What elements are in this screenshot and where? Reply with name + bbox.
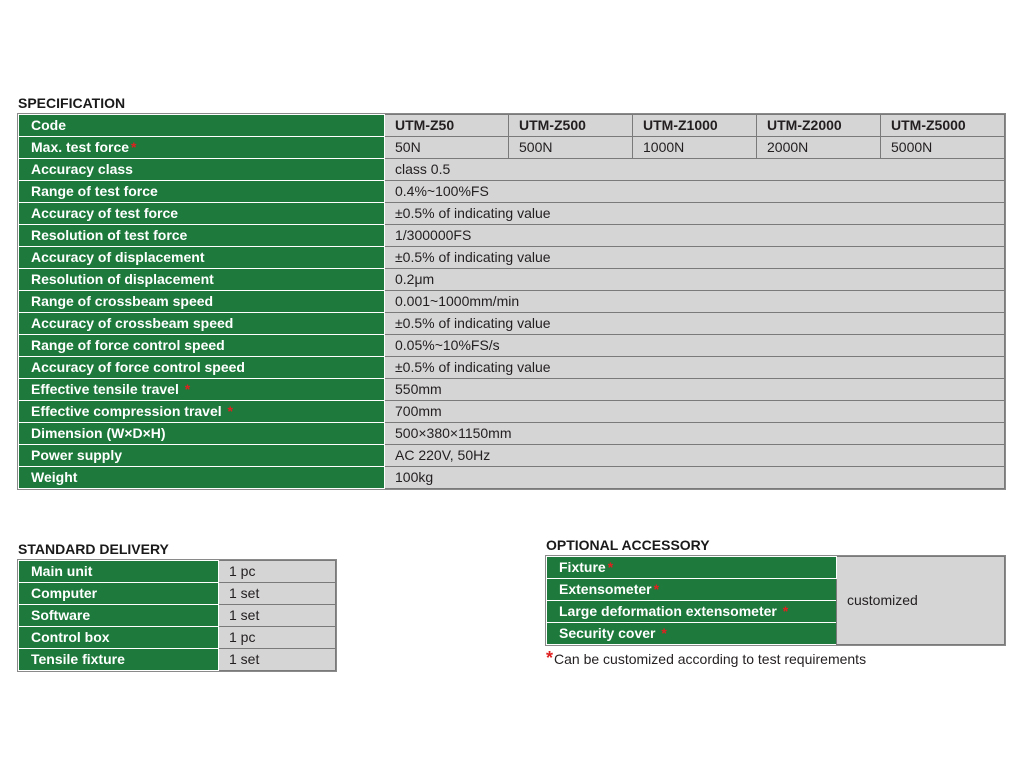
table-row [19, 335, 1005, 357]
row-label: Resolution of displacement [19, 269, 385, 291]
model-cell: UTM-Z2000 [757, 115, 881, 137]
row-label [19, 379, 385, 401]
accessory-label: Fixture [559, 559, 606, 575]
row-label: Resolution of test force [19, 225, 385, 247]
row-value: ±0.5% of indicating value [385, 313, 1005, 335]
accessory-value: customized [837, 557, 1005, 645]
row-value: 1/300000FS [385, 225, 1005, 247]
row-label: Range of test force [19, 181, 385, 203]
asterisk-icon: * [227, 403, 233, 419]
table-row [19, 137, 1005, 159]
accessory-label: Security cover [559, 625, 656, 641]
row-label: Power supply [19, 445, 385, 467]
row-label: Weight [19, 467, 385, 489]
model-cell: UTM-Z1000 [633, 115, 757, 137]
row-label: Software [19, 605, 219, 627]
row-label: Accuracy of test force [19, 203, 385, 225]
row-label [19, 401, 385, 423]
accessory-item [547, 557, 837, 579]
specification-table [18, 114, 1005, 489]
row-label-text: Max. test force [31, 139, 130, 155]
table-row [19, 357, 1005, 379]
table-row [19, 467, 1005, 489]
table-row [19, 605, 336, 627]
code-label: Code [19, 115, 385, 137]
footnote-text: Can be customized according to test requirements [554, 651, 867, 667]
table-row [19, 247, 1005, 269]
model-cell: UTM-Z5000 [881, 115, 1005, 137]
row-label: Accuracy of force control speed [19, 357, 385, 379]
table-row [19, 181, 1005, 203]
table-row [19, 313, 1005, 335]
row-label: Accuracy of crossbeam speed [19, 313, 385, 335]
row-value: ±0.5% of indicating value [385, 203, 1005, 225]
table-row [19, 649, 336, 671]
table-row [19, 445, 1005, 467]
footnote [546, 648, 866, 669]
row-value: 0.4%~100%FS [385, 181, 1005, 203]
row-label: Tensile fixture [19, 649, 219, 671]
row-value: AC 220V, 50Hz [385, 445, 1005, 467]
row-label: Accuracy class [19, 159, 385, 181]
max-force-cell: 5000N [881, 137, 1005, 159]
accessory-item [547, 579, 837, 601]
max-force-label [19, 137, 385, 159]
max-force-cell: 2000N [757, 137, 881, 159]
asterisk-icon: * [184, 381, 191, 397]
row-value: 0.001~1000mm/min [385, 291, 1005, 313]
row-value: 500×380×1150mm [385, 423, 1005, 445]
model-cell: UTM-Z50 [385, 115, 509, 137]
accessory-label: Extensometer [559, 581, 652, 597]
asterisk-icon: * [131, 139, 137, 155]
row-label-text: Effective tensile travel [31, 381, 179, 397]
table-row [19, 225, 1005, 247]
asterisk-icon: * [546, 648, 554, 668]
row-value: 0.05%~10%FS/s [385, 335, 1005, 357]
row-label: Accuracy of displacement [19, 247, 385, 269]
row-label: Range of force control speed [19, 335, 385, 357]
asterisk-icon: * [607, 559, 614, 575]
table-row [19, 583, 336, 605]
standard-delivery-title: STANDARD DELIVERY [18, 541, 169, 557]
max-force-cell: 50N [385, 137, 509, 159]
table-row [19, 561, 336, 583]
optional-accessory-title: OPTIONAL ACCESSORY [546, 537, 710, 553]
table-row [19, 159, 1005, 181]
table-row [19, 379, 1005, 401]
max-force-cell: 500N [509, 137, 633, 159]
row-value: 700mm [385, 401, 1005, 423]
row-value: 0.2μm [385, 269, 1005, 291]
accessory-item [547, 601, 837, 623]
row-label: Dimension (W×D×H) [19, 423, 385, 445]
row-value: ±0.5% of indicating value [385, 247, 1005, 269]
row-value: 1 set [219, 605, 336, 627]
row-label: Range of crossbeam speed [19, 291, 385, 313]
model-cell: UTM-Z500 [509, 115, 633, 137]
table-row [19, 115, 1005, 137]
table-row [19, 423, 1005, 445]
row-label: Computer [19, 583, 219, 605]
asterisk-icon: * [782, 603, 789, 619]
accessory-item [547, 623, 837, 645]
table-row [19, 269, 1005, 291]
standard-delivery-table [18, 560, 336, 671]
specification-title: SPECIFICATION [18, 95, 126, 111]
row-value: 550mm [385, 379, 1005, 401]
row-value: 1 set [219, 583, 336, 605]
optional-accessory-table [546, 556, 1005, 645]
row-value: 1 set [219, 649, 336, 671]
table-row [19, 291, 1005, 313]
table-row [19, 203, 1005, 225]
table-row [19, 627, 336, 649]
row-value: class 0.5 [385, 159, 1005, 181]
accessory-label: Large deformation extensometer [559, 603, 777, 619]
asterisk-icon: * [653, 581, 660, 597]
row-label-text: Effective compression travel [31, 403, 222, 419]
row-value: 1 pc [219, 561, 336, 583]
table-row [547, 557, 1005, 579]
row-label: Control box [19, 627, 219, 649]
table-row [19, 401, 1005, 423]
asterisk-icon: * [661, 625, 667, 641]
row-label: Main unit [19, 561, 219, 583]
max-force-cell: 1000N [633, 137, 757, 159]
row-value: 100kg [385, 467, 1005, 489]
row-value: ±0.5% of indicating value [385, 357, 1005, 379]
row-value: 1 pc [219, 627, 336, 649]
